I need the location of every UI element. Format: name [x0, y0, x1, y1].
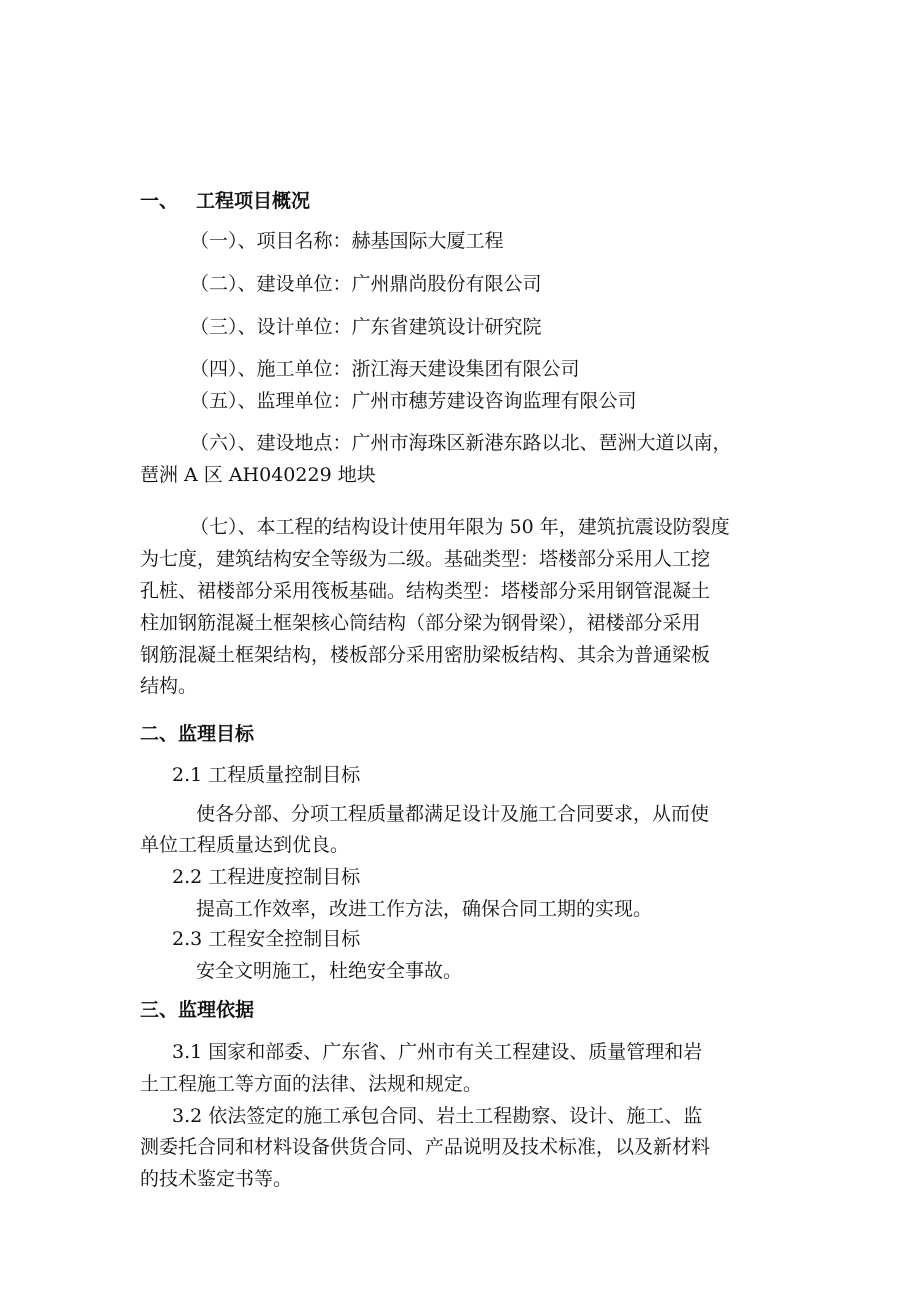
section-2-heading: 二、监理目标 [140, 723, 255, 745]
design-unit-line: （三）、设计单位：广东省建筑设计研究院 [190, 316, 542, 338]
sub-2-2-text: 提高工作效率，改进工作方法，确保合同工期的实现。 [196, 898, 653, 920]
structure-line-1: （七）、本工程的结构设计使用年限为 50 年，建筑抗震设防裂度 [190, 516, 730, 538]
location-line-1: （六）、建设地点：广州市海珠区新港东路以北、琶洲大道以南， [190, 432, 732, 454]
structure-line-4: 柱加钢筋混凝土框架核心筒结构（部分梁为钢骨梁），裙楼部分采用 [140, 612, 701, 634]
builder-unit-line: （四）、施工单位：浙江海天建设集团有限公司 [190, 358, 580, 380]
section-1-title: 工程项目概况 [196, 190, 311, 212]
project-name-line: （一）、项目名称：赫基国际大厦工程 [190, 230, 504, 252]
sub-2-2-title: 2.2 工程进度控制目标 [172, 866, 361, 888]
construction-unit-line: （二）、建设单位：广州鼎尚股份有限公司 [190, 273, 542, 295]
supervisor-unit-line: （五）、监理单位：广州市穗芳建设咨询监理有限公司 [190, 390, 637, 412]
section-1-heading [140, 186, 310, 216]
structure-line-3: 孔桩、裙楼部分采用筏板基础。结构类型：塔楼部分采用钢管混凝土 [140, 580, 711, 602]
section-3-heading: 三、监理依据 [140, 999, 255, 1021]
basis-3-2-line-2: 测委托合同和材料设备供货合同、产品说明及技术标准，以及新材料 [140, 1136, 711, 1158]
basis-3-1-line-1: 3.1 国家和部委、广东省、广州市有关工程建设、质量管理和岩 [172, 1041, 703, 1063]
sub-2-1-text-1: 使各分部、分项工程质量都满足设计及施工合同要求，从而使 [196, 803, 710, 825]
structure-line-2: 为七度，建筑结构安全等级为二级。基础类型：塔楼部分采用人工挖 [140, 548, 711, 570]
basis-3-1-line-2: 土工程施工等方面的法律、法规和规定。 [140, 1073, 483, 1095]
basis-3-2-line-3: 的技术鉴定书等。 [140, 1168, 293, 1190]
basis-3-2-line-1: 3.2 依法签定的施工承包合同、岩土工程勘察、设计、施工、监 [172, 1105, 703, 1127]
sub-2-3-text: 安全文明施工，杜绝安全事故。 [196, 960, 463, 982]
sub-2-1-text-2: 单位工程质量达到优良。 [140, 834, 350, 856]
sub-2-1-title: 2.1 工程质量控制目标 [172, 764, 361, 786]
location-line-2: 琶洲 A 区 AH040229 地块 [140, 464, 376, 486]
structure-line-5: 钢筋混凝土框架结构，楼板部分采用密肋梁板结构、其余为普通梁板 [140, 644, 711, 666]
structure-line-6: 结构。 [140, 675, 198, 697]
sub-2-3-title: 2.3 工程安全控制目标 [172, 928, 361, 950]
section-1-number: 一、 [140, 190, 179, 212]
